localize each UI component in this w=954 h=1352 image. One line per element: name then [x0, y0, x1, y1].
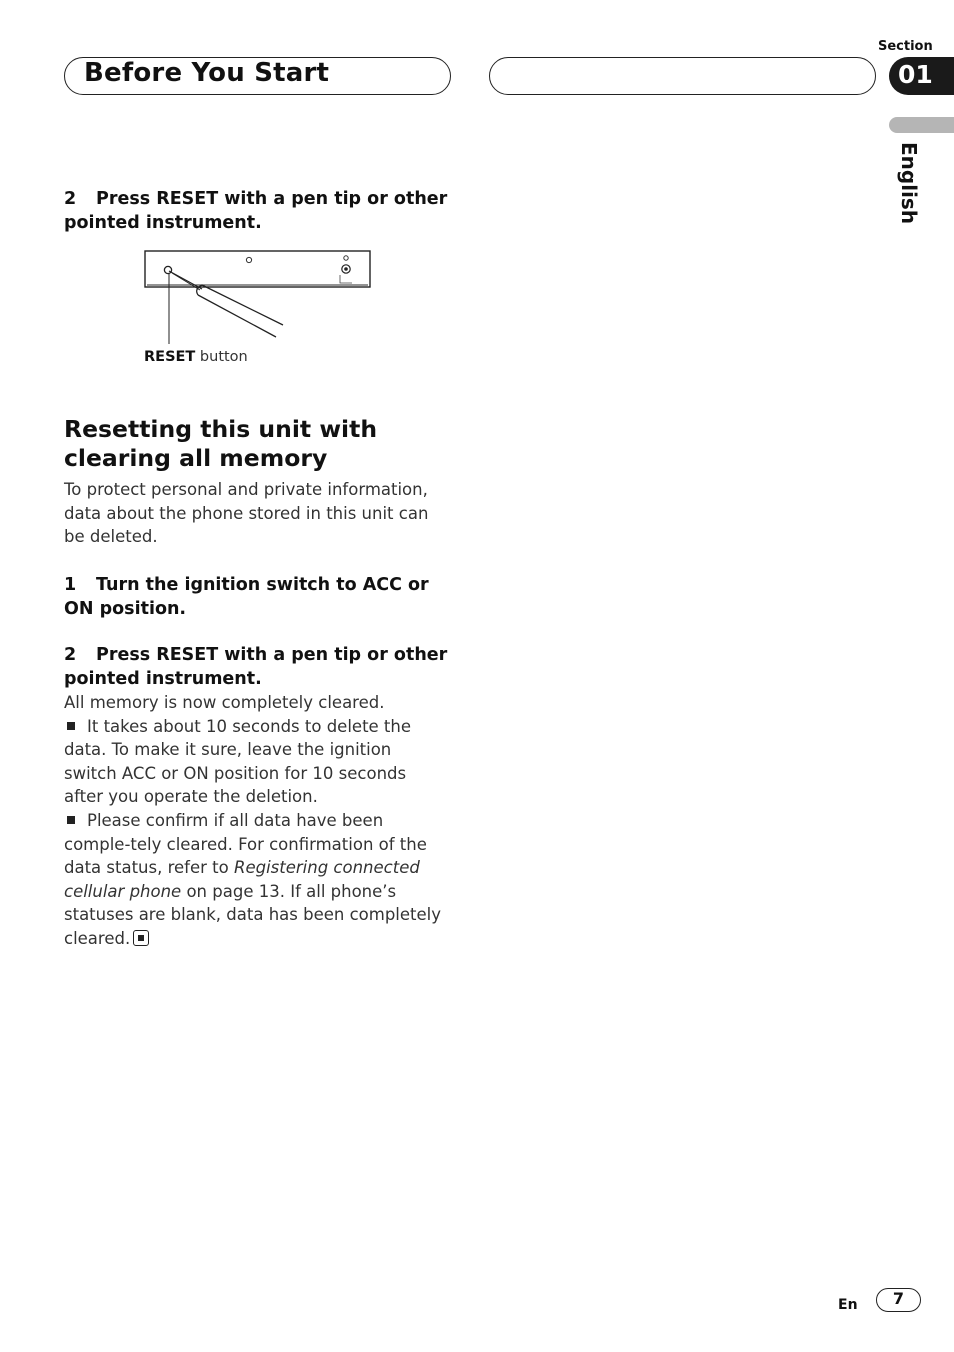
section-heading: Resetting this unit with clearing all memory	[64, 415, 378, 472]
step-number: 2	[64, 645, 77, 665]
cross-reference: Registering connected cellular phone	[64, 858, 420, 901]
page-number: 7	[892, 1289, 905, 1308]
page-title: Before You Start	[84, 58, 330, 88]
pen-barrel	[198, 285, 283, 337]
step-text: Turn the ignition switch to ACC or ON position.	[64, 575, 429, 619]
bullet-icon	[67, 722, 75, 730]
note-2-text-end: on page 13. If all phone’s statuses are blank, data has been completely cleared.	[64, 881, 442, 948]
header-blank-frame	[489, 57, 876, 95]
footer-language: En	[838, 1297, 858, 1313]
language-tab-bar	[889, 117, 954, 133]
section-label: Section	[878, 39, 933, 54]
bullet-icon	[67, 816, 75, 824]
step-text: Press RESET with a pen tip or other pointed instrument.	[64, 645, 448, 689]
end-of-section-icon	[133, 930, 149, 946]
jack-center	[344, 267, 348, 271]
note-2-text: Please confirm if all data have been comple-tely cleared. For confirmation of the data status, refer to	[64, 810, 427, 878]
intro-paragraph: To protect personal and private information, data about the phone stored in this unit can be deleted.	[64, 480, 429, 547]
figure-caption	[144, 349, 248, 365]
step-2-top	[64, 187, 454, 235]
language-label: English	[897, 142, 921, 225]
result-and-notes	[64, 691, 449, 951]
step-text: Press RESET with a pen tip or other pointed instrument.	[64, 189, 448, 233]
result-text: All memory is now completely cleared.	[64, 693, 385, 712]
caption-bold: RESET	[144, 349, 196, 365]
note-1	[64, 715, 449, 809]
note-2	[64, 809, 449, 951]
step-1	[64, 573, 454, 621]
note-1-text: It takes about 10 seconds to delete the data. To make it sure, leave the ignition switch ACC or ON position for 10 seconds after you operate the deletion.	[64, 716, 412, 807]
caption-text: button	[195, 349, 248, 365]
section-number: 01	[898, 60, 933, 89]
reset-button-illustration	[140, 245, 380, 345]
step-2	[64, 643, 454, 691]
unit-faceplate	[145, 251, 370, 287]
step-number: 1	[64, 575, 77, 595]
step-number: 2	[64, 189, 77, 209]
